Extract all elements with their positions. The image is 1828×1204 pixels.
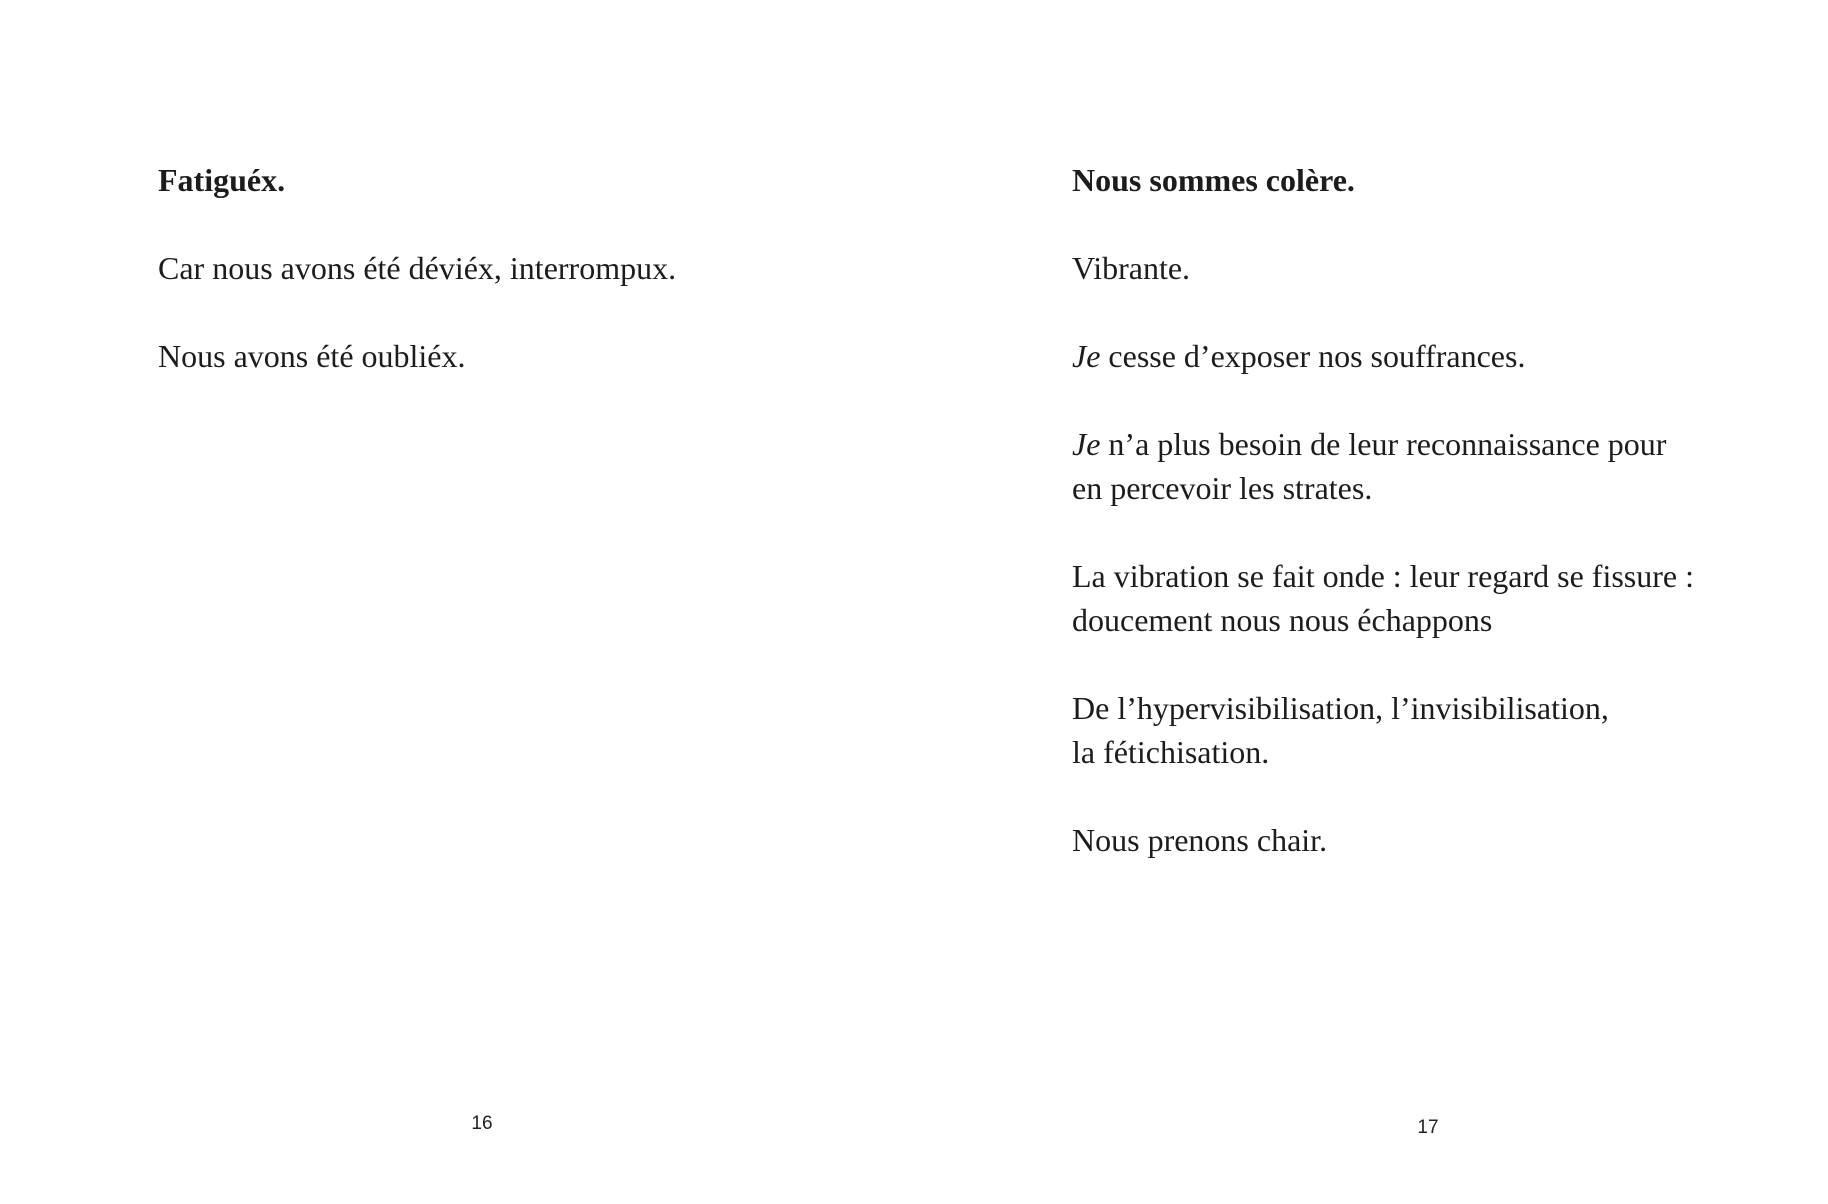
right-heading: Nous sommes colère. [1072,162,1355,198]
page-number-right: 17 [1417,1117,1439,1138]
page-number-left: 16 [471,1113,493,1134]
right-paragraph-6: Nous prenons chair. [1072,822,1328,858]
right-paragraph-3 [1072,422,1712,510]
paragraph-4-line-2: doucement nous nous échappons [1072,602,1493,638]
paragraph-5-line-2: la fétichisation. [1072,734,1270,770]
paragraph-2-text: cesse d’exposer nos souffrances. [1100,338,1526,374]
right-paragraph-4 [1072,554,1712,642]
italic-je: Je [1072,426,1101,462]
paragraph-4-line-1: La vibration se fait onde : leur regard se fissure : [1072,558,1694,594]
right-paragraph-1: Vibrante. [1072,250,1191,286]
left-paragraph-2: Nous avons été oubliéx. [158,338,466,374]
paragraph-3-text: n’a plus besoin de leur reconnaissance pour [1100,426,1667,462]
left-paragraph-1: Car nous avons été déviéx, interrompux. [158,250,677,286]
left-heading: Fatiguéx. [158,162,286,198]
right-text-column [1072,158,1712,906]
paragraph-5-line-1: De l’hypervisibilisation, l’invisibilisation, [1072,690,1609,726]
paragraph-3-line-1 [1072,422,1712,466]
right-paragraph-5 [1072,686,1712,774]
italic-je: Je [1072,338,1101,374]
paragraph-3-line-2: en percevoir les strates. [1072,470,1373,506]
right-page [914,0,1828,1204]
left-text-column [158,158,858,422]
right-paragraph-2 [1072,334,1712,378]
